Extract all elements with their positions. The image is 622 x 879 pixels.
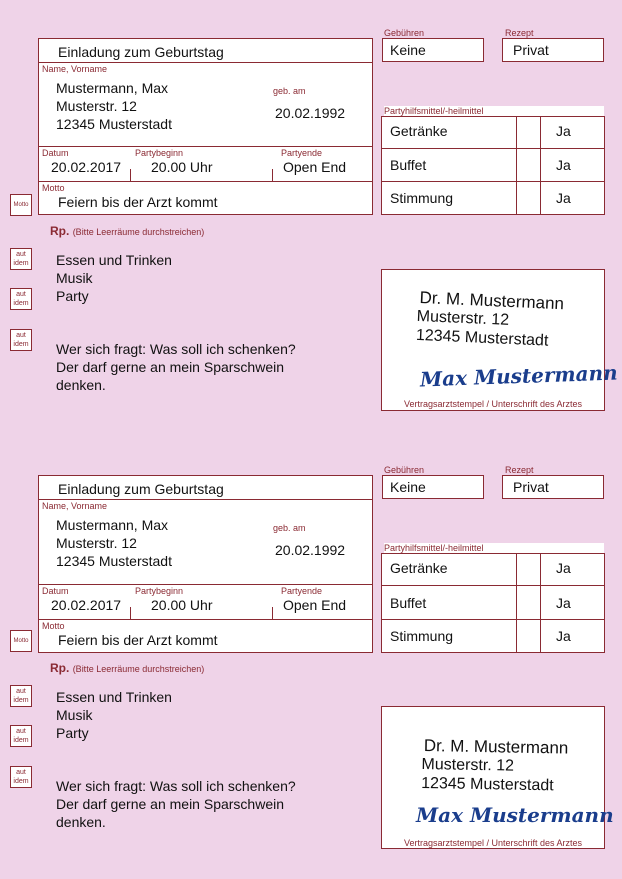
- rezept-field: [502, 475, 604, 499]
- hilfsmittel-item-2: Buffet: [390, 595, 427, 611]
- hilfsmittel-item-2: Buffet: [390, 157, 427, 173]
- gebuehren-value: Keine: [390, 479, 426, 495]
- aut-idem-checkbox-2[interactable]: [10, 725, 32, 747]
- hilfsmittel-table: [381, 553, 605, 653]
- stamp-line: Musterstr. 12: [421, 755, 515, 775]
- rx-line: Party: [56, 725, 89, 741]
- idem-label: idem: [13, 778, 29, 785]
- hilfsmittel-label: Partyhilfsmittel/-heilmittel: [384, 106, 604, 116]
- rezept-field: [502, 38, 604, 62]
- form-title: Einladung zum Geburtstag: [58, 481, 224, 497]
- motto-box[interactable]: [10, 630, 32, 652]
- doctor-stamp: [421, 736, 569, 796]
- name-label: Name, Vorname: [42, 501, 108, 511]
- aut-label: aut: [16, 728, 26, 735]
- geb-value: 20.02.1992: [275, 105, 346, 121]
- motto-box[interactable]: [10, 194, 32, 216]
- rp-line: [50, 224, 204, 238]
- rx-block-1: [56, 251, 172, 305]
- gebuehren-field: [382, 475, 484, 499]
- name-line-1: Mustermann, Max: [56, 517, 169, 533]
- gebuehren-label: Gebühren: [384, 28, 425, 38]
- aut-label: aut: [16, 291, 26, 298]
- rezept-value: Privat: [513, 479, 549, 495]
- doctor-stamp: [415, 288, 565, 351]
- datum-label: Datum: [42, 586, 69, 596]
- name-line-2: Musterstr. 12: [56, 98, 137, 114]
- idem-label: idem: [13, 341, 29, 348]
- hilfsmittel-value-3: Ja: [556, 190, 571, 206]
- doctor-stamp-box: [381, 269, 618, 411]
- rx-block-1: [56, 688, 172, 742]
- hilfsmittel-table: [381, 116, 605, 215]
- stamp-line: 12345 Musterstadt: [415, 326, 549, 350]
- rx-line: Der darf gerne an mein Sparschwein: [56, 796, 285, 812]
- hilfsmittel-value-1: Ja: [556, 123, 571, 139]
- rx-block-2: [56, 777, 296, 831]
- rezept-value: Privat: [513, 42, 549, 58]
- doctor-stamp-box: [381, 706, 614, 849]
- stamp-line: Dr. M. Mustermann: [423, 736, 569, 758]
- aut-idem-checkbox-1[interactable]: [10, 248, 32, 270]
- geb-value: 20.02.1992: [275, 542, 346, 558]
- stamp-line: Dr. M. Mustermann: [419, 288, 565, 314]
- stamp-line: 12345 Musterstadt: [421, 774, 554, 795]
- patient-box: [38, 38, 373, 215]
- rx-line: Essen und Trinken: [56, 252, 172, 268]
- motto-label: Motto: [42, 183, 65, 193]
- rx-line: Musik: [56, 270, 93, 286]
- name-line-3: 12345 Musterstadt: [56, 553, 172, 569]
- name-line-2: Musterstr. 12: [56, 535, 137, 551]
- hilfsmittel-item-1: Getränke: [390, 123, 448, 139]
- name-label: Name, Vorname: [42, 64, 108, 74]
- hilfsmittel-value-2: Ja: [556, 595, 571, 611]
- motto-value: Feiern bis der Arzt kommt: [58, 632, 218, 648]
- rx-line: denken.: [56, 814, 106, 830]
- rezept-label: Rezept: [505, 28, 534, 38]
- datum-label: Datum: [42, 148, 69, 158]
- rx-line: Musik: [56, 707, 93, 723]
- hilfsmittel-item-3: Stimmung: [390, 628, 454, 644]
- motto-label: Motto: [42, 621, 65, 631]
- aut-label: aut: [16, 769, 26, 776]
- rx-block-2: [56, 340, 296, 394]
- ende-value: Open End: [283, 159, 347, 175]
- beginn-label: Partybeginn: [135, 148, 184, 158]
- aut-idem-checkbox-1[interactable]: [10, 685, 32, 707]
- rx-line: Wer sich fragt: Was soll ich schenken?: [56, 341, 296, 357]
- stamp-caption: Vertragsarztstempel / Unterschrift des Arztes: [403, 399, 583, 409]
- rp-line: [50, 661, 204, 675]
- aut-idem-checkbox-2[interactable]: [10, 288, 32, 310]
- aut-idem-checkbox-3[interactable]: [10, 766, 32, 788]
- rp-label: Rp.: [50, 661, 70, 675]
- stamp-line: Musterstr. 12: [416, 307, 510, 329]
- gebuehren-field: [382, 38, 484, 62]
- signature: Max Mustermann: [416, 803, 614, 827]
- rp-hint: (Bitte Leerräume durchstreichen): [72, 664, 205, 674]
- rp-hint: (Bitte Leerräume durchstreichen): [72, 227, 205, 237]
- ende-label: Partyende: [281, 586, 323, 596]
- aut-label: aut: [16, 251, 26, 258]
- idem-label: idem: [13, 260, 29, 267]
- hilfsmittel-value-1: Ja: [556, 560, 571, 576]
- motto-value: Feiern bis der Arzt kommt: [58, 194, 218, 210]
- hilfsmittel-value-2: Ja: [556, 157, 571, 173]
- motto-box-label: Motto: [13, 637, 29, 644]
- idem-label: idem: [13, 697, 29, 704]
- gebuehren-label: Gebühren: [384, 465, 425, 475]
- rx-line: Party: [56, 288, 89, 304]
- aut-label: aut: [16, 688, 26, 695]
- signature: Max Mustermann: [419, 360, 618, 392]
- hilfsmittel-label: Partyhilfsmittel/-heilmittel: [384, 543, 604, 553]
- motto-box-label: Motto: [13, 201, 29, 208]
- beginn-value: 20.00 Uhr: [151, 159, 213, 175]
- stamp-caption: Vertragsarztstempel / Unterschrift des Arztes: [403, 838, 583, 848]
- rx-line: Der darf gerne an mein Sparschwein: [56, 359, 285, 375]
- beginn-value: 20.00 Uhr: [151, 597, 213, 613]
- datum-value: 20.02.2017: [51, 159, 122, 175]
- rx-line: denken.: [56, 377, 106, 393]
- name-line-1: Mustermann, Max: [56, 80, 169, 96]
- name-line-3: 12345 Musterstadt: [56, 116, 172, 132]
- gebuehren-value: Keine: [390, 42, 426, 58]
- idem-label: idem: [13, 300, 29, 307]
- hilfsmittel-value-3: Ja: [556, 628, 571, 644]
- rx-line: Essen und Trinken: [56, 689, 172, 705]
- aut-idem-checkbox-3[interactable]: [10, 329, 32, 351]
- idem-label: idem: [13, 737, 29, 744]
- prescription-form-2: [0, 438, 622, 878]
- rezept-label: Rezept: [505, 465, 534, 475]
- ende-value: Open End: [283, 597, 347, 613]
- rp-label: Rp.: [50, 224, 70, 238]
- geb-label: geb. am: [273, 523, 306, 533]
- form-title: Einladung zum Geburtstag: [58, 44, 224, 60]
- patient-box: [38, 475, 373, 653]
- ende-label: Partyende: [281, 148, 323, 158]
- rx-line: Wer sich fragt: Was soll ich schenken?: [56, 778, 296, 794]
- aut-label: aut: [16, 332, 26, 339]
- beginn-label: Partybeginn: [135, 586, 184, 596]
- datum-value: 20.02.2017: [51, 597, 122, 613]
- geb-label: geb. am: [273, 86, 306, 96]
- hilfsmittel-item-3: Stimmung: [390, 190, 454, 206]
- hilfsmittel-item-1: Getränke: [390, 560, 448, 576]
